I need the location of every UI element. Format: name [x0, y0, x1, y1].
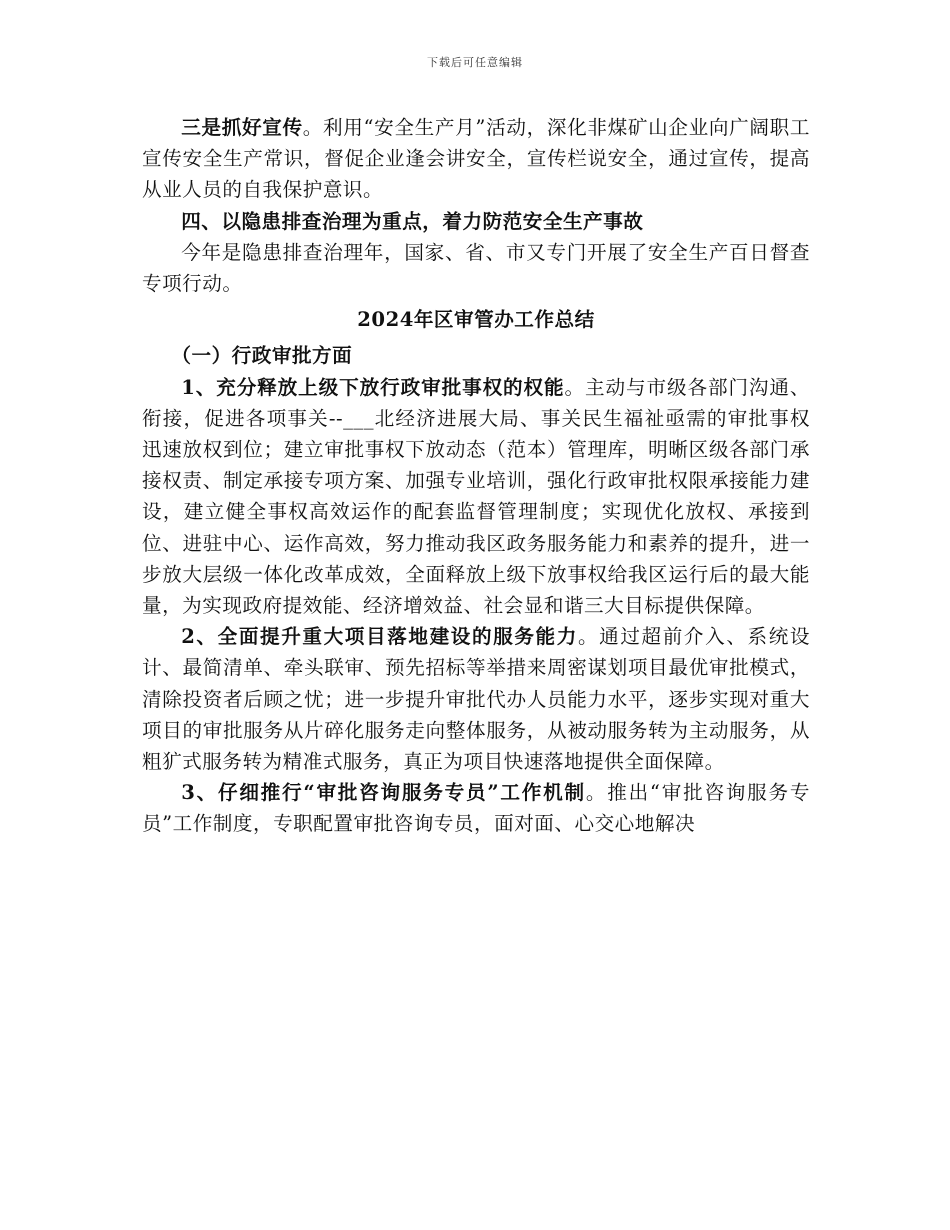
paragraph-publicity [142, 112, 810, 206]
item-text: 。通过超前介入、系统设计、最简清单、牵头联审、预先招标等举措来周密谋划项目最优审批模式，清除投资者后顾之忧；进一步提升审批代办人员能力水平，逐步实现对重大项目的审批服务从片碎化服务走向整体服务，从被动服务转为主动服务，从粗犷式服务转为精准式服务，真正为项目快速落地提供全面保障。 [142, 625, 811, 774]
paragraph-item-1 [142, 372, 810, 622]
item-text: 。推出“审批咨询服务专员”工作制度，专职配置审批咨询专员，面对面、心交心地解决 [142, 781, 810, 836]
section-heading-four: 四、以隐患排查治理为重点，着力防范安全生产事故 [181, 209, 644, 233]
paragraph-hazard: 今年是隐患排查治理年，国家、省、市又专门开展了安全生产百日督查专项行动。 [142, 240, 810, 296]
paragraph-item-3 [142, 777, 810, 839]
paragraph-lead: 三是抓好宣传 [181, 116, 303, 139]
document-body [142, 112, 810, 840]
item-text: 。主动与市级各部门沟通、衔接，促进各项事关--___北经济进展大局、事关民生福祉亟需的审批事权迅速放权到位；建立审批事权下放动态（范本）管理库，明晰区级各部门承接权责、制定承接专项方案、加强专业培训，强化行政审批权限承接能力建设，建立健全事权高效运作的配套监督管理制度；实现优化放权、承接到位、进驻中心、运作高效，努力推动我区政务服务能力和素养的提升，进一步放大层级一体化改革成效，全面释放上级下放事权给我区运行后的最大能量，为实现政府提效能、经济增效益、社会显和谐三大目标提供保障。 [142, 375, 811, 618]
item-lead: 2、全面提升重大项目落地建设的服务能力 [181, 625, 578, 649]
section-heading-admin-approval: （一）行政审批方面 [171, 344, 353, 368]
paragraph-item-2 [142, 621, 810, 777]
page-header: 下载后可任意编辑 [427, 56, 523, 69]
item-lead: 3、仔细推行“审批咨询服务专员”工作机制 [181, 781, 586, 805]
paragraph-text: 。利用“安全生产月”活动，深化非煤矿山企业向广阔职工宣传安全生产常识，督促企业逢会讲安全，宣传栏说安全，通过宣传，提高从业人员的自我保护意识。 [142, 116, 810, 202]
document-title: 2024年区审管办工作总结 [357, 308, 595, 332]
item-lead: 1、充分释放上级下放行政审批事权的权能 [181, 375, 565, 399]
